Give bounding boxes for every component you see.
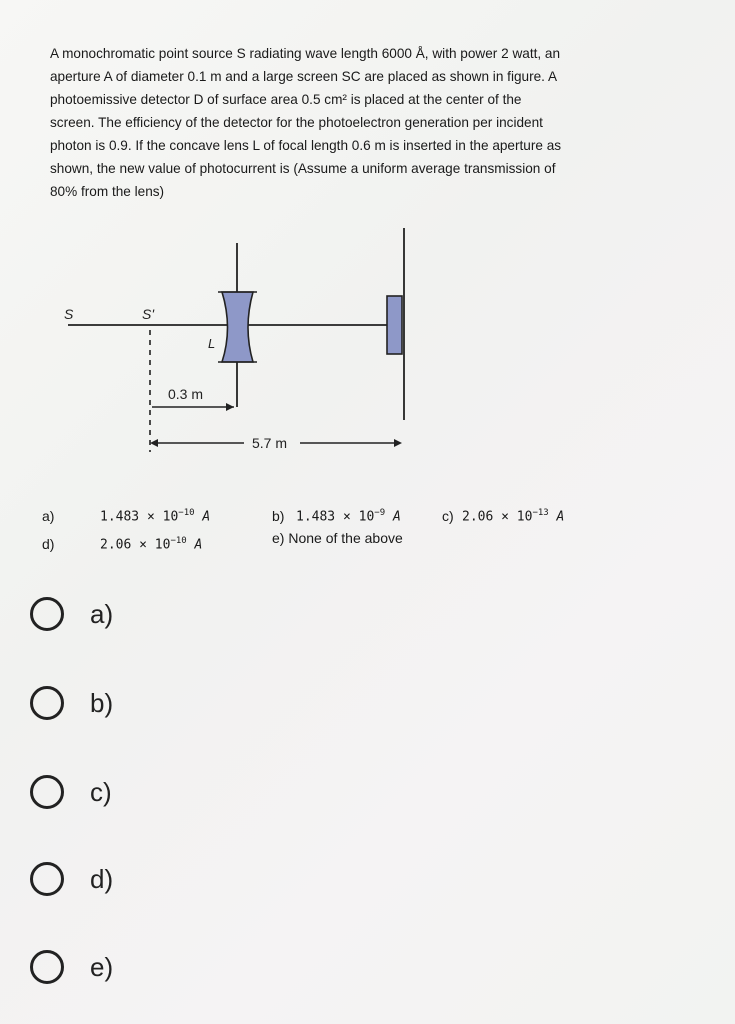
option-a [42,508,54,524]
option-exponent: −10 [170,536,187,546]
arrowhead-icon [150,439,158,447]
option-b [272,508,284,524]
option-e [272,530,403,546]
choice-label: b) [90,687,114,718]
radio-button[interactable] [30,775,64,809]
option-unit: A [556,509,565,525]
optics-diagram [0,0,735,480]
option-mantissa: 1.483 × 10 [100,509,179,525]
option-exponent: −10 [178,508,195,518]
option-mantissa: 2.06 × 10 [462,509,533,525]
option-b-value [296,508,401,524]
radio-button[interactable] [30,950,64,984]
option-unit: A [202,509,211,525]
option-d [42,536,54,552]
option-c-value [462,508,564,524]
option-d-value [100,536,202,552]
choice-label: d) [90,863,114,894]
arrowhead-icon [226,403,234,411]
option-text: None of the above [288,530,403,546]
image-label: S' [142,306,155,322]
question-line: shown, the new value of photocurrent is (Assume a uniform average transmission of [50,161,556,176]
arrowhead-icon [394,439,402,447]
radio-button[interactable] [30,686,64,720]
option-tag: a) [42,508,55,524]
question-line: photon is 0.9. If the concave lens L of focal length 0.6 m is inserted in the aperture as [50,138,562,153]
option-tag: d) [42,536,55,552]
option-unit: A [392,509,401,525]
dimension-label-5-7: 5.7 m [252,435,288,451]
concave-lens [222,292,253,362]
option-mantissa: 1.483 × 10 [296,509,375,525]
option-unit: A [194,537,203,553]
choice-e[interactable] [30,945,113,989]
choice-b[interactable] [30,681,113,725]
option-c [442,508,454,524]
dimension-label-0-3: 0.3 m [168,386,204,402]
choice-d[interactable] [30,857,113,901]
option-mantissa: 2.06 × 10 [100,537,171,553]
source-label: S [64,306,74,322]
option-tag: e) [272,530,285,546]
option-exponent: −13 [532,508,549,518]
choice-label: a) [90,598,114,629]
choice-label: e) [90,951,114,982]
question-line: photoemissive detector D of surface area 0.5 cm² is placed at the center of the [50,92,522,107]
choice-label: c) [90,776,112,807]
choice-c[interactable] [30,770,112,814]
radio-button[interactable] [30,597,64,631]
option-tag: b) [272,508,285,524]
question-line: aperture A of diameter 0.1 m and a large screen SC are placed as shown in figure. A [50,69,558,84]
radio-button[interactable] [30,862,64,896]
option-a-value [100,508,210,524]
question-line: A monochromatic point source S radiating wave length 6000 Å, with power 2 watt, an [50,46,561,61]
lens-label: L [208,336,216,351]
option-exponent: −9 [374,508,386,518]
option-tag: c) [442,508,454,524]
question-line: screen. The efficiency of the detector for the photoelectron generation per incident [50,115,543,130]
detector [387,296,402,354]
choice-a[interactable] [30,592,113,636]
question-line: 80% from the lens) [50,184,165,199]
